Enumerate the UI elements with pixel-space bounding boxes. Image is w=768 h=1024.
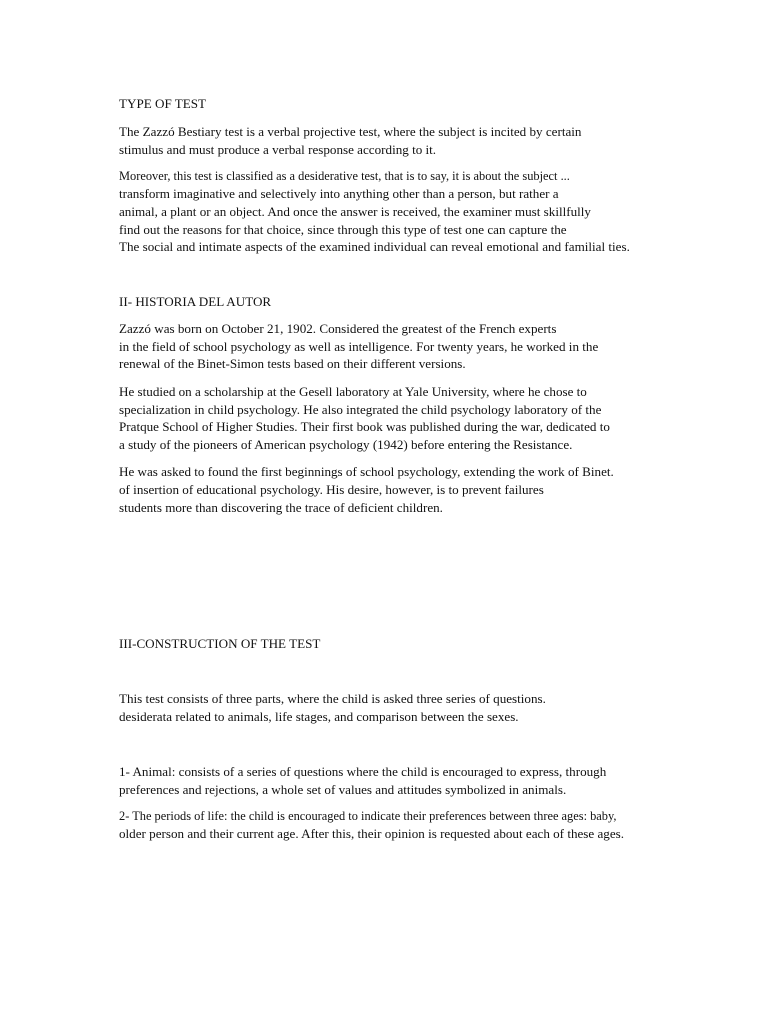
paragraph-line: Pratque School of Higher Studies. Their first book was published during the war, dedicated to	[119, 419, 610, 434]
list-item-line: 2- The periods of life: the child is encouraged to indicate their preferences between three ages: baby,	[119, 809, 617, 823]
section-heading-historia: II- HISTORIA DEL AUTOR	[119, 294, 272, 309]
list-item-line: preferences and rejections, a whole set of values and attitudes symbolized in animals.	[119, 782, 567, 797]
paragraph-line: students more than discovering the trace of deficient children.	[119, 500, 443, 515]
paragraph-line: stimulus and must produce a verbal response according to it.	[119, 142, 437, 157]
paragraph-line: Zazzó was born on October 21, 1902. Considered the greatest of the French experts	[119, 321, 557, 336]
paragraph-line: specialization in child psychology. He also integrated the child psychology laboratory of the	[119, 402, 602, 417]
paragraph-line: renewal of the Binet-Simon tests based on their different versions.	[119, 356, 466, 371]
paragraph-line: in the field of school psychology as well as intelligence. For twenty years, he worked in the	[119, 339, 599, 354]
paragraph-line: a study of the pioneers of American psychology (1942) before entering the Resistance.	[119, 437, 573, 452]
list-item-line: older person and their current age. After this, their opinion is requested about each of these ages.	[119, 826, 625, 841]
paragraph-line: transform imaginative and selectively into anything other than a person, but rather a	[119, 186, 559, 201]
section-heading-type-of-test: TYPE OF TEST	[119, 96, 207, 111]
paragraph-line: He studied on a scholarship at the Gesell laboratory at Yale University, where he chose to	[119, 384, 587, 399]
list-item-line: 1- Animal: consists of a series of questions where the child is encouraged to express, through	[119, 764, 607, 779]
paragraph-line: The social and intimate aspects of the examined individual can reveal emotional and familial ties.	[119, 239, 630, 254]
paragraph-line: Moreover, this test is classified as a desiderative test, that is to say, it is about the subject ...	[119, 169, 570, 183]
paragraph-line: find out the reasons for that choice, since through this type of test one can capture the	[119, 222, 567, 237]
paragraph-line: desiderata related to animals, life stages, and comparison between the sexes.	[119, 709, 519, 724]
paragraph-line: of insertion of educational psychology. His desire, however, is to prevent failures	[119, 482, 544, 497]
paragraph-line: The Zazzó Bestiary test is a verbal projective test, where the subject is incited by certain	[119, 124, 582, 139]
paragraph-line: animal, a plant or an object. And once the answer is received, the examiner must skillfully	[119, 204, 591, 219]
paragraph-line: This test consists of three parts, where the child is asked three series of questions.	[119, 691, 546, 706]
paragraph-line: He was asked to found the first beginnings of school psychology, extending the work of Binet.	[119, 464, 614, 479]
section-heading-construction: III-CONSTRUCTION OF THE TEST	[119, 636, 321, 651]
